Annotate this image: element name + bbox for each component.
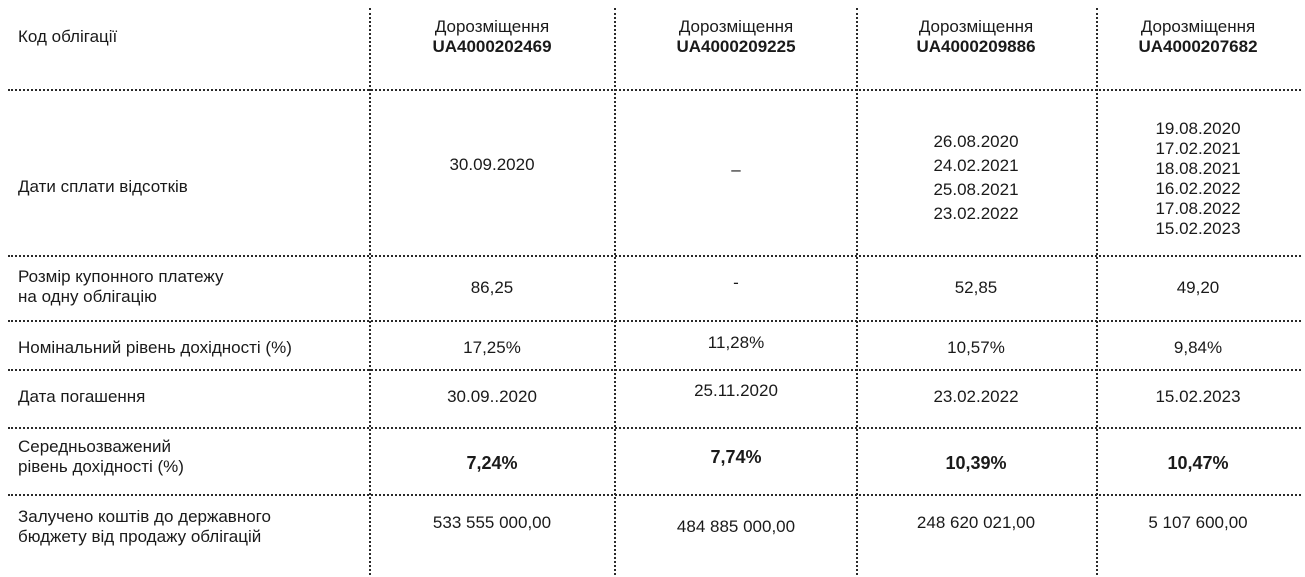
funds-raised-value: 5 107 600,00	[1148, 513, 1248, 532]
date-value: 15.02.2023	[1155, 219, 1241, 238]
funds-raised-value: 484 885 000,00	[676, 517, 796, 536]
date-value: 18.08.2021	[1155, 159, 1241, 178]
payment-dates-cell	[616, 155, 856, 185]
payment-dates-label: Дати сплати відсотків	[18, 177, 188, 196]
column-header	[858, 14, 1094, 60]
nominal-yield-cell	[372, 335, 612, 361]
date-value: 26.08.2020	[933, 132, 1019, 151]
row-divider	[8, 494, 1301, 496]
coupon-cell	[372, 275, 612, 301]
payment-dates-cell	[1098, 117, 1298, 241]
weighted-yield-cell	[616, 444, 856, 470]
maturity-value: 15.02.2023	[1155, 387, 1241, 406]
row-label	[18, 172, 363, 202]
nominal-yield-cell	[1098, 335, 1298, 361]
date-value: 19.08.2020	[1155, 119, 1241, 138]
column-divider	[369, 8, 371, 575]
weighted-yield-cell	[858, 450, 1094, 476]
coupon-value: 86,25	[470, 278, 514, 297]
date-value: 30.09.2020	[449, 155, 535, 174]
coupon-label: Розмір купонного платежу	[18, 267, 224, 286]
maturity-cell	[372, 384, 612, 410]
date-value: 17.02.2021	[1155, 139, 1241, 158]
nominal-yield-cell	[858, 335, 1094, 361]
row-label	[18, 436, 363, 478]
nominal-yield-label: Номінальний рівень дохідності (%)	[18, 338, 292, 357]
weighted-yield-value: 10,47%	[1167, 453, 1229, 473]
coupon-label: на одну облігацію	[18, 287, 157, 306]
row-divider	[8, 89, 1301, 91]
coupon-cell	[1098, 275, 1298, 301]
funds-raised-label: Залучено коштів до державного	[18, 507, 271, 526]
funds-raised-cell	[616, 514, 856, 540]
maturity-value: 23.02.2022	[933, 387, 1019, 406]
nominal-yield-value: 17,25%	[463, 338, 521, 357]
row-divider	[8, 255, 1301, 257]
funds-raised-value: 533 555 000,00	[432, 513, 552, 532]
nominal-yield-cell	[616, 330, 856, 356]
coupon-value: 49,20	[1176, 278, 1220, 297]
funds-raised-cell	[372, 510, 612, 536]
header-label	[18, 14, 363, 60]
date-value: 17.08.2022	[1155, 199, 1241, 218]
maturity-value: 30.09..2020	[447, 387, 537, 406]
date-value: 25.08.2021	[933, 180, 1019, 199]
coupon-value: 52,85	[954, 278, 998, 297]
payment-dates-cell	[372, 150, 612, 180]
row-label	[18, 384, 363, 410]
maturity-cell	[1098, 384, 1298, 410]
row-divider	[8, 427, 1301, 429]
bond-code: UA4000202469	[432, 37, 552, 56]
column-header	[616, 14, 856, 60]
date-value: 24.02.2021	[933, 156, 1019, 175]
coupon-value: -	[733, 273, 739, 292]
date-value: 16.02.2022	[1155, 179, 1241, 198]
funds-raised-label: бюджету від продажу облігацій	[18, 527, 262, 546]
bond-code: UA4000207682	[1138, 37, 1258, 56]
maturity-cell	[616, 378, 856, 404]
weighted-yield-label: рівень дохідності (%)	[18, 457, 184, 476]
column-header	[372, 14, 612, 60]
row-divider	[8, 369, 1301, 371]
column-title: Дорозміщення	[678, 17, 794, 36]
nominal-yield-value: 9,84%	[1173, 338, 1223, 357]
row-label	[18, 506, 363, 548]
date-value: –	[731, 160, 741, 179]
weighted-yield-value: 10,39%	[945, 453, 1007, 473]
weighted-yield-value: 7,74%	[710, 447, 762, 467]
row-label	[18, 335, 363, 361]
maturity-value: 25.11.2020	[694, 381, 778, 400]
coupon-cell	[616, 270, 856, 296]
coupon-cell	[858, 275, 1094, 301]
bond-code: UA4000209225	[676, 37, 796, 56]
column-title: Дорозміщення	[918, 17, 1034, 36]
row-label	[18, 266, 363, 308]
funds-raised-cell	[1098, 510, 1298, 536]
maturity-label: Дата погашення	[18, 387, 146, 406]
column-title: Дорозміщення	[1140, 17, 1256, 36]
funds-raised-value: 248 620 021,00	[916, 513, 1036, 532]
nominal-yield-value: 11,28%	[707, 333, 765, 352]
bond-code-label: Код облігації	[18, 27, 118, 46]
weighted-yield-label: Середньозважений	[18, 437, 171, 456]
date-value: 23.02.2022	[933, 204, 1019, 223]
bond-code: UA4000209886	[916, 37, 1036, 56]
maturity-cell	[858, 384, 1094, 410]
payment-dates-cell	[858, 128, 1094, 228]
weighted-yield-value: 7,24%	[466, 453, 518, 473]
weighted-yield-cell	[1098, 450, 1298, 476]
column-header	[1098, 14, 1298, 60]
nominal-yield-value: 10,57%	[947, 338, 1005, 357]
funds-raised-cell	[858, 510, 1094, 536]
row-divider	[8, 320, 1301, 322]
column-title: Дорозміщення	[434, 17, 550, 36]
weighted-yield-cell	[372, 450, 612, 476]
